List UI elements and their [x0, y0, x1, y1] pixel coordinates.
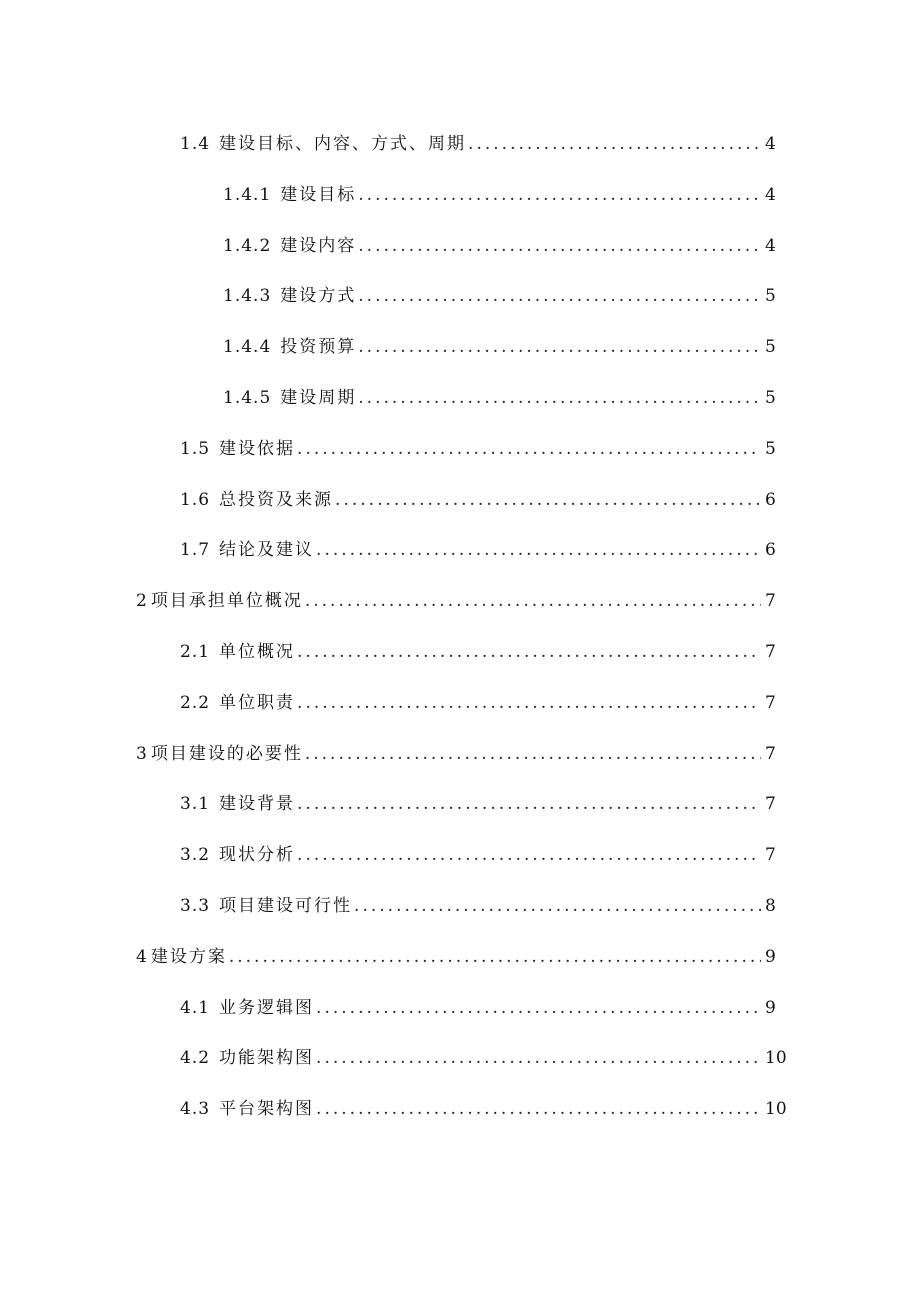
toc-entry[interactable]: [180, 678, 775, 728]
toc-entry-number: 4.3: [180, 1099, 211, 1119]
toc-entry[interactable]: [180, 475, 775, 525]
toc-entry-page: 6: [765, 490, 776, 510]
toc-entry-page: 7: [765, 591, 776, 611]
toc-entry-title: 建设内容: [280, 236, 357, 256]
toc-entry-number: 3.3: [180, 896, 211, 916]
toc-entry[interactable]: [180, 983, 775, 1033]
toc-entry-title: 项目建设可行性: [219, 896, 353, 916]
toc-entry-number: 4.1: [180, 998, 211, 1018]
toc-entry[interactable]: [223, 322, 775, 372]
toc-entry-number: 3.1: [180, 794, 211, 814]
toc-dot-leader: [468, 119, 761, 169]
toc-entry-title: 结论及建议: [219, 540, 315, 560]
toc-dot-leader: [316, 1084, 761, 1134]
toc-entry[interactable]: [223, 221, 775, 271]
toc-entry-title: 建设目标: [280, 185, 357, 205]
toc-entry-number: 1.6: [180, 490, 211, 510]
toc-entry-title: 总投资及来源: [219, 490, 334, 510]
toc-entry[interactable]: [180, 119, 775, 169]
toc-entry-number: 2.2: [180, 693, 211, 713]
toc-entry-title: 建设依据: [219, 439, 296, 459]
toc-entry-title: 功能架构图: [219, 1048, 315, 1068]
toc-entry[interactable]: [223, 170, 775, 220]
toc-dot-leader: [305, 576, 761, 626]
toc-entry-title: 建设目标、内容、方式、周期: [219, 134, 467, 154]
toc-entry-page: 7: [765, 693, 776, 713]
toc-dot-leader: [297, 627, 761, 677]
toc-entry-number: 2.1: [180, 642, 211, 662]
toc-entry-page: 5: [765, 439, 776, 459]
toc-entry-number: 1.4: [180, 134, 211, 154]
toc-entry-page: 10: [765, 1099, 787, 1119]
toc-dot-leader: [358, 221, 761, 271]
toc-entry-page: 10: [765, 1048, 787, 1068]
toc-entry-title: 建设方案: [150, 947, 227, 967]
toc-entry-page: 5: [765, 286, 776, 306]
toc-entry[interactable]: [136, 729, 775, 779]
toc-dot-leader: [316, 525, 761, 575]
toc-dot-leader: [297, 779, 761, 829]
toc-entry-page: 4: [765, 134, 776, 154]
toc-entry-title: 建设背景: [219, 794, 296, 814]
toc-dot-leader: [358, 170, 761, 220]
toc-entry-number: 1.4.2: [223, 236, 272, 256]
toc-entry[interactable]: [180, 830, 775, 880]
toc-entry-page: 9: [765, 947, 776, 967]
toc-entry-number: 4.2: [180, 1048, 211, 1068]
toc-entry-number: 4: [136, 947, 148, 967]
toc-entry-title: 投资预算: [280, 337, 357, 357]
toc-entry-number: 1.4.3: [223, 286, 272, 306]
toc-dot-leader: [358, 373, 761, 423]
toc-entry-page: 4: [765, 236, 776, 256]
toc-entry[interactable]: [223, 271, 775, 321]
toc-entry-page: 8: [765, 896, 776, 916]
toc-entry-title: 建设周期: [280, 388, 357, 408]
toc-entry-title: 单位概况: [219, 642, 296, 662]
toc-entry-number: 2: [136, 591, 148, 611]
toc-entry[interactable]: [180, 627, 775, 677]
toc-entry[interactable]: [136, 932, 775, 982]
toc-entry[interactable]: [180, 424, 775, 474]
toc-entry-title: 单位职责: [219, 693, 296, 713]
toc-dot-leader: [316, 983, 761, 1033]
toc-entry-title: 现状分析: [219, 845, 296, 865]
toc-dot-leader: [305, 729, 761, 779]
toc-entry-title: 项目建设的必要性: [150, 744, 303, 764]
toc-dot-leader: [316, 1033, 761, 1083]
toc-entry[interactable]: [223, 373, 775, 423]
toc-entry-number: 1.4.1: [223, 185, 272, 205]
toc-entry-title: 项目承担单位概况: [150, 591, 303, 611]
toc-entry-number: 1.7: [180, 540, 211, 560]
toc-entry[interactable]: [180, 881, 775, 931]
toc-dot-leader: [297, 678, 761, 728]
toc-entry[interactable]: [180, 1084, 787, 1134]
toc-entry-number: 3.2: [180, 845, 211, 865]
toc-dot-leader: [335, 475, 761, 525]
toc-entry-page: 5: [765, 337, 776, 357]
toc-dot-leader: [229, 932, 761, 982]
toc-entry-number: 1.4.5: [223, 388, 272, 408]
toc-dot-leader: [358, 271, 761, 321]
toc-entry-page: 9: [765, 998, 776, 1018]
toc-dot-leader: [354, 881, 761, 931]
toc-dot-leader: [297, 424, 761, 474]
toc-entry-title: 业务逻辑图: [219, 998, 315, 1018]
toc-entry-page: 7: [765, 642, 776, 662]
toc-entry-page: 6: [765, 540, 776, 560]
toc-dot-leader: [358, 322, 761, 372]
toc-entry-page: 7: [765, 744, 776, 764]
toc-entry-title: 建设方式: [280, 286, 357, 306]
toc-entry-page: 4: [765, 185, 776, 205]
toc-entry-page: 5: [765, 388, 776, 408]
toc-entry-page: 7: [765, 794, 776, 814]
toc-entry[interactable]: [180, 779, 775, 829]
toc-entry-number: 1.4.4: [223, 337, 272, 357]
toc-entry-page: 7: [765, 845, 776, 865]
toc-entry-number: 1.5: [180, 439, 211, 459]
toc-entry-number: 3: [136, 744, 148, 764]
toc-dot-leader: [297, 830, 761, 880]
toc-entry[interactable]: [180, 525, 775, 575]
toc-entry[interactable]: [136, 576, 775, 626]
toc-entry-title: 平台架构图: [219, 1099, 315, 1119]
toc-entry[interactable]: [180, 1033, 787, 1083]
